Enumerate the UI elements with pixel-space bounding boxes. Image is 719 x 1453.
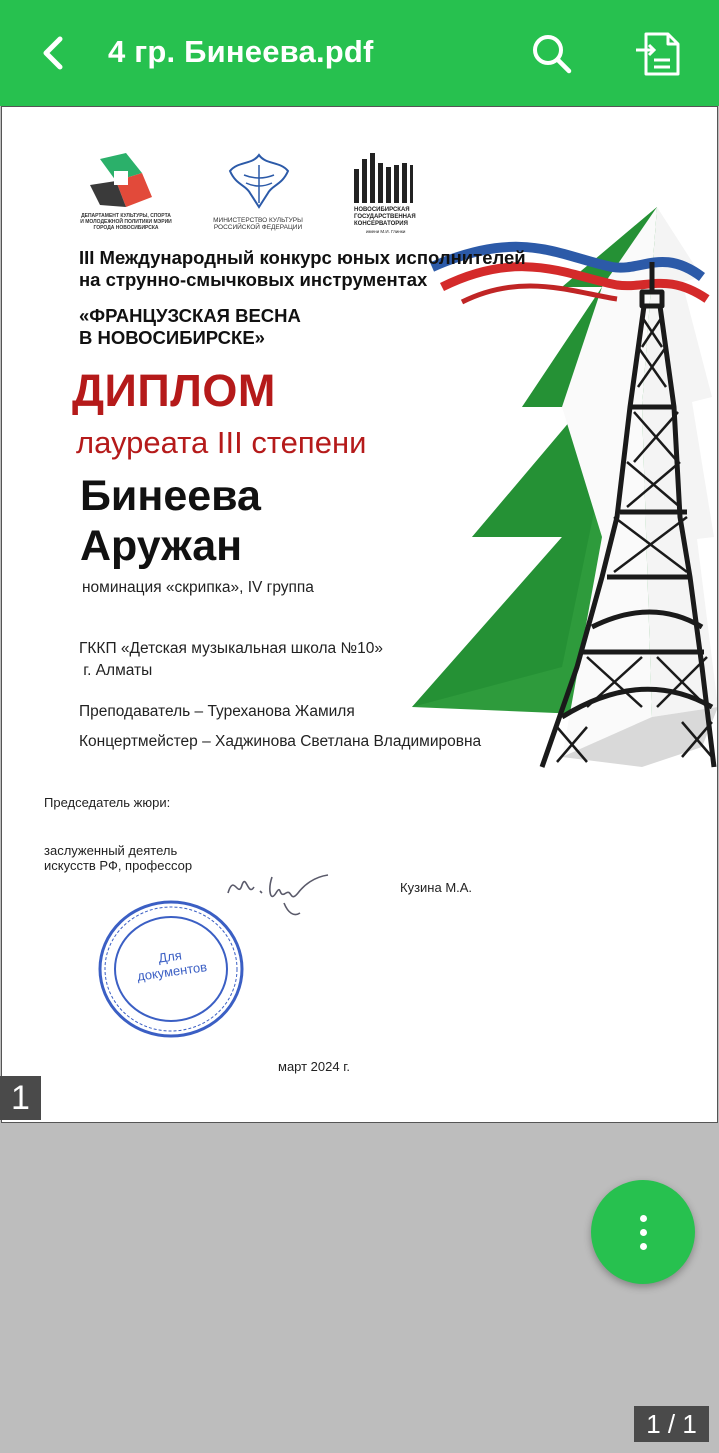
contest-title-line2: на струнно-смычковых инструментах [79, 269, 428, 290]
search-button[interactable] [528, 30, 574, 76]
issue-date: март 2024 г. [278, 1059, 350, 1074]
school-line2: г. Алматы [79, 662, 153, 679]
conservatory-caption-1: НОВОСИБИРСКАЯ [354, 207, 410, 213]
contest-title-line1: III Международный конкурс юных исполнителей [79, 247, 526, 268]
teacher: Преподаватель – Туреханова Жамиля [79, 703, 355, 720]
recipient-last-name: Аружан [80, 522, 243, 570]
recipient-first-name: Бинеева [80, 472, 261, 520]
pdf-page [1, 106, 718, 1123]
nomination: номинация «скрипка», IV группа [82, 579, 314, 596]
department-logo [86, 151, 158, 211]
search-icon [528, 30, 574, 76]
export-document-icon [632, 28, 684, 80]
festival-title-line2: В НОВОСИБИРСКЕ» [79, 327, 265, 348]
stamp-text: Для документов [136, 947, 208, 984]
ministry-caption-1: МИНИСТЕРСТВО КУЛЬТУРЫ [213, 217, 303, 224]
school-line1: ГККП «Детская музыкальная школа №10» [79, 640, 383, 657]
diploma-heading: ДИПЛОМ [72, 365, 276, 416]
conservatory-caption-3: КОНСЕРВАТОРИЯ [354, 221, 408, 227]
festival-title [79, 305, 301, 349]
more-vertical-icon-dot [640, 1243, 647, 1250]
document-title: 4 гр. Бинеева.pdf [108, 34, 374, 69]
conservatory-logo [352, 151, 414, 205]
more-vertical-icon-dot [640, 1229, 647, 1236]
conservatory-caption-4: имени М.И. Глинки [366, 229, 406, 234]
jury-chair-label: Председатель жюри: [44, 795, 171, 810]
top-toolbar [0, 0, 719, 106]
ministry-emblem [226, 151, 292, 211]
festival-title-line1: «ФРАНЦУЗСКАЯ ВЕСНА [79, 305, 301, 326]
jury-chair-title: заслуженный деятель искусств РФ, профессор [44, 843, 193, 873]
accompanist: Концертмейстер – Хаджинова Светлана Владимировна [79, 733, 482, 750]
school [79, 638, 383, 682]
more-vertical-icon [640, 1215, 647, 1222]
contest-title [79, 247, 526, 291]
jury-chair-name: Кузина М.А. [400, 880, 473, 895]
ministry-caption-2: РОССИЙСКОЙ ФЕДЕРАЦИИ [213, 224, 303, 231]
laureate-degree: лауреата III степени [76, 425, 367, 460]
back-button[interactable] [32, 28, 80, 78]
export-button[interactable] [632, 28, 684, 80]
current-page-indicator: 1 [0, 1076, 41, 1120]
page-count-badge: 1 / 1 [634, 1406, 709, 1442]
conservatory-caption-2: ГОСУДАРСТВЕННАЯ [354, 214, 416, 220]
official-stamp [97, 899, 245, 1039]
department-logo-caption: ДЕПАРТАМЕНТ КУЛЬТУРЫ, СПОРТА И МОЛОДЕЖНОЙ ПОЛИТИКИ МЭРИИ ГОРОДА НОВОСИБИРСКА [80, 213, 172, 231]
more-options-button[interactable] [591, 1180, 695, 1284]
chevron-left-icon [32, 28, 80, 78]
recipient-name [80, 471, 261, 571]
